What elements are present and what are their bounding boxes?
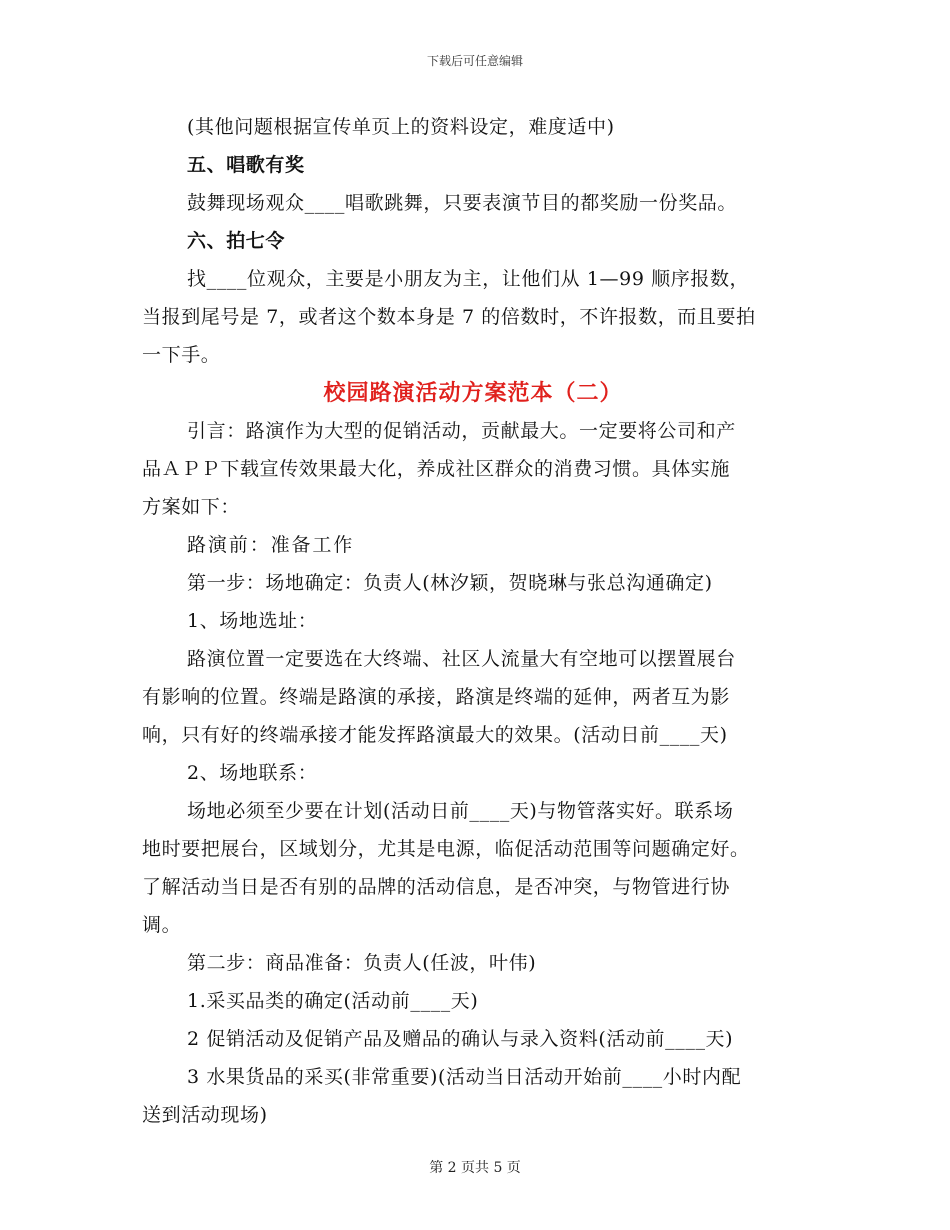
paragraph-line: 3 水果货品的采买(非常重要)(活动当日活动开始前____小时内配 [187,1066,742,1088]
paragraph-line: (其他问题根据宣传单页上的资料设定，难度适中) [187,116,615,138]
paragraph-line: 引言：路演作为大型的促销活动，贡献最大。一定要将公司和产 [187,420,736,442]
paragraph-line: 路演位置一定要选在大终端、社区人流量大有空地可以摆置展台 [187,648,736,670]
page-footer: 第 2 页共 5 页 [429,1160,521,1176]
paragraph-line: 当报到尾号是 7，或者这个数本身是 7 的倍数时，不许报数，而且要拍 [142,306,756,328]
paragraph-line: 找____位观众，主要是小朋友为主，让他们从 1—99 顺序报数， [187,268,750,290]
paragraph-line: 了解活动当日是否有别的品牌的活动信息，是否冲突，与物管进行协 [142,876,731,898]
paragraph-line: 调。 [142,914,182,936]
paragraph-line: 第二步：商品准备：负责人(任波，叶伟) [187,952,537,974]
paragraph-line: 1、场地选址： [187,610,318,632]
paragraph-line: 一下手。 [142,344,221,366]
section-heading: 五、唱歌有奖 [187,154,305,176]
paragraph-line: 2、场地联系： [187,762,318,784]
paragraph-line: 送到活动现场) [142,1104,268,1126]
paragraph-line: 方案如下： [142,496,241,518]
paragraph-line: 第一步：场地确定：负责人(林汐颖，贺晓琳与张总沟通确定) [187,572,713,594]
paragraph-line: 地时要把展台，区域划分，尤其是电源，临促活动范围等问题确定好。 [142,838,750,860]
document-body [142,108,804,1134]
paragraph-line: 场地必须至少要在计划(活动日前____天)与物管落实好。联系场 [187,800,734,822]
paragraph-line: 有影响的位置。终端是路演的承接，路演是终端的延伸，两者互为影 [142,686,731,708]
page-header: 下载后可任意编辑 [426,54,523,68]
paragraph-line: 1.采买品类的确定(活动前____天) [187,990,479,1012]
section-heading: 六、拍七令 [187,230,286,252]
paragraph-line: 2 促销活动及促销产品及赠品的确认与录入资料(活动前____天) [187,1028,734,1050]
paragraph-line: 品ＡＰＰ下载宣传效果最大化，养成社区群众的消费习惯。具体实施 [142,458,731,480]
paragraph-line: 鼓舞现场观众____唱歌跳舞，只要表演节目的都奖励一份奖品。 [187,192,738,214]
paragraph-line: 路演前：准备工作 [187,534,355,556]
document-title: 校园路演活动方案范本（二） [323,380,623,406]
paragraph-line: 响，只有好的终端承接才能发挥路演最大的效果。(活动日前____天) [142,724,728,746]
